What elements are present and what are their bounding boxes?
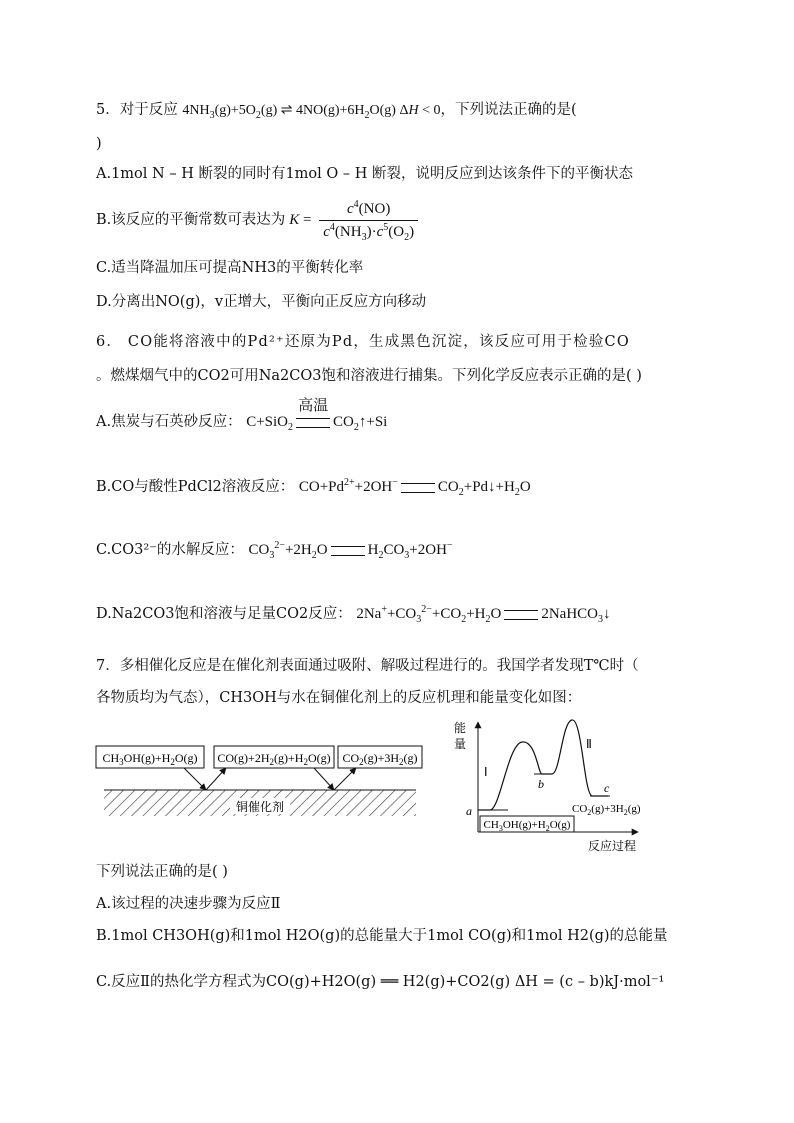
q6-stem-line1: 6． CO能将溶液中的Pd²⁺还原为Pd，生成黑色沉淀，该反应可用于检验CO — [96, 334, 630, 350]
q5-stem-close: ) — [96, 136, 102, 152]
q5-option-b-formula: K = $\frac{c^4(NO)}{c^4(NH_3)\cdot c^5(O_2)}$ — [289, 199, 422, 242]
mechanism-box-3-text: $CO_2(g)+3H_2(g)$ — [342, 751, 418, 767]
point-a: a — [466, 804, 472, 818]
energy-axis-label-1: 能 — [454, 721, 467, 735]
q7-stem-line2: 各物质均为气态），CH3OH与水在铜催化剂上的反应机理和能量变化如图： — [96, 690, 582, 706]
q5-option-a: A.1mol N – H 断裂的同时有1mol O – H 断裂，说明反应到达该条件下的平衡状态 — [96, 166, 634, 182]
energy-axis-label-2: 量 — [454, 737, 467, 751]
q7-option-b: B.1mol CH3OH(g)和1mol H2O(g)的总能量大于1mol CO(g)和1mol H2(g)的总能量 — [96, 928, 668, 944]
q6-option-c-label: C.CO3²⁻的水解反应： — [96, 542, 244, 558]
q5-stem — [96, 100, 577, 121]
q5-stem-prefix: 5．对于反应 — [96, 102, 178, 118]
start-species: $CH_3OH(g)+H_2O(g)$ — [483, 819, 571, 833]
q6-option-c — [96, 540, 453, 560]
q6-option-a-condition: 高温 — [298, 398, 329, 414]
mechanism-figure — [94, 740, 424, 830]
label-reaction-II: Ⅱ — [586, 737, 592, 751]
end-species: $CO_2(g)+3H_2(g)$ — [572, 803, 641, 817]
q5-reaction: $4NH_3(g)+5O_2(g)$ ⇌ $4NO(g)+6H_2O(g) \Delta H < 0$ — [182, 103, 441, 121]
q7-option-c: C.反应Ⅱ的热化学方程式为CO(g)+H2O(g) ══ H2(g)+CO2(g) ΔH = (c – b)kJ·mol⁻¹ — [96, 974, 665, 990]
point-b: b — [538, 777, 544, 791]
q6-option-b-label: B.CO与酸性PdCl2溶液反应： — [96, 479, 295, 495]
energy-x-axis-label: 反应过程 — [588, 839, 637, 853]
q6-stem-line2: 。燃煤烟气中的CO2可用Na2CO3饱和溶液进行捕集。下列化学反应表示正确的是( ) — [96, 368, 642, 384]
q6-option-b — [96, 477, 531, 497]
q7-ask: 下列说法正确的是( ) — [96, 864, 228, 880]
q7-option-a: A.该过程的决速步骤为反应Ⅱ — [96, 896, 281, 912]
q6-option-d — [96, 604, 611, 624]
energy-diagram — [448, 716, 648, 856]
surface-label: 铜催化剂 — [235, 800, 285, 814]
q6-option-d-equation: $2Na^++CO_3^{2-}+CO_2+H_2O$ 2NaHCO$_3$↓ — [356, 604, 611, 625]
q6-option-a — [96, 398, 388, 433]
energy-curve — [478, 720, 608, 810]
q7-stem-line1: 7．多相催化反应是在催化剂表面通过吸附、解吸过程进行的。我国学者发现T℃时（ — [96, 658, 639, 674]
q6-option-c-equation: $CO_3^{2-}+2H_2O$ $H_2CO_3+2OH^-$ — [248, 540, 453, 561]
label-reaction-I: Ⅰ — [484, 765, 488, 779]
q5-option-d: D.分离出NO(g)，v正增大，平衡向正反应方向移动 — [96, 294, 427, 310]
q5-option-c: C.适当降温加压可提高NH3的平衡转化率 — [96, 260, 364, 276]
q5-option-b-prefix: B.该反应的平衡常数可表达为 — [96, 212, 286, 228]
q5-option-b — [96, 198, 422, 242]
point-c: c — [604, 781, 610, 795]
q5-stem-suffix: ，下列说法正确的是( — [440, 102, 577, 118]
mechanism-box-1-text: $CH_3OH(g)+H_2O(g)$ — [102, 751, 198, 767]
q6-option-d-label: D.Na2CO3饱和溶液与足量CO2反应： — [96, 606, 352, 622]
q6-option-a-label: A.焦炭与石英砂反应： — [96, 414, 242, 430]
q6-option-b-equation: $CO+Pd^{2+}+2OH^-$ $CO_2+Pd↓+H_2O$ — [298, 477, 531, 498]
q6-option-a-equation: 高温 C+SiO$_2$ $CO_2↑+Si$ — [246, 398, 388, 433]
mechanism-box-2-text: $CO(g)+2H_2(g)+H_2O(g)$ — [217, 751, 331, 767]
